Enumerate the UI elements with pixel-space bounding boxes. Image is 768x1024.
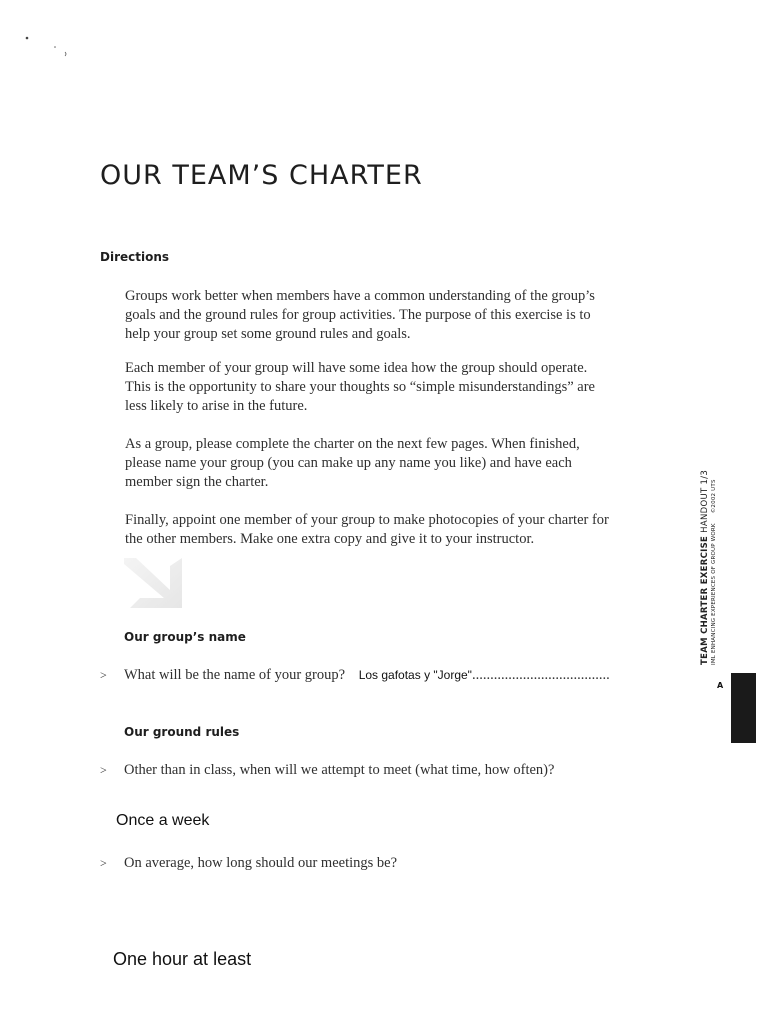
meeting-time-answer[interactable]: Once a week — [116, 812, 210, 829]
ground-rules-heading: Our ground rules — [124, 725, 240, 739]
meeting-length-question-row — [100, 855, 397, 872]
bullet-marker: > — [100, 763, 107, 777]
group-name-question-row — [100, 667, 610, 684]
bullet-marker: > — [100, 856, 107, 870]
arrow-graphic — [118, 552, 190, 614]
page-title: OUR TEAM’S CHARTER — [100, 160, 423, 191]
scan-specks — [22, 32, 82, 62]
meeting-time-question: Other than in class, when will we attempt to meet (what time, how often)? — [124, 762, 555, 778]
bullet-marker: > — [100, 668, 107, 682]
directions-paragraph-1: Groups work better when members have a common understanding of the group’s goals and the ground rules for group activities. The purpose of this exercise is to help your group set some ground rules and goals. — [125, 288, 595, 342]
group-name-heading: Our group’s name — [124, 630, 246, 644]
group-name-dots: ...................................... — [471, 667, 610, 683]
side-label-subtitle-text: IML ENHANCING EXPERIENCES OF GROUP WORK — [711, 523, 717, 665]
directions-paragraph-3: As a group, please complete the charter on the next few pages. When finished, please name your group (you can make up any name you like) and have each member sign the charter. — [125, 436, 580, 490]
side-label-bold: TEAM CHARTER EXERCISE — [700, 535, 710, 665]
group-name-answer[interactable]: Los gafotas y "Jorge" — [358, 668, 472, 682]
directions-heading: Directions — [100, 250, 170, 264]
section-tab — [731, 673, 756, 743]
directions-paragraph-4: Finally, appoint one member of your group to make photocopies of your charter for the other members. Make one extra copy and give it to your instructor. — [125, 512, 609, 547]
section-tab-letter: A — [717, 681, 724, 690]
directions-paragraph-2: Each member of your group will have some idea how the group should operate. This is the opportunity to share your thoughts so “simple misunderstandings” are less likely to arise in the future. — [125, 360, 595, 414]
group-name-question: What will be the name of your group? — [124, 667, 346, 683]
meeting-length-question: On average, how long should our meetings be? — [124, 855, 398, 871]
side-label — [700, 470, 717, 665]
side-label-title — [700, 470, 710, 665]
side-label-light: HANDOUT 1/3 — [700, 469, 710, 536]
side-label-subtitle — [711, 470, 717, 665]
meeting-length-answer[interactable]: One hour at least — [113, 949, 252, 969]
side-label-copyright: ©2002 UTS — [711, 479, 717, 514]
meeting-time-question-row — [100, 762, 554, 779]
